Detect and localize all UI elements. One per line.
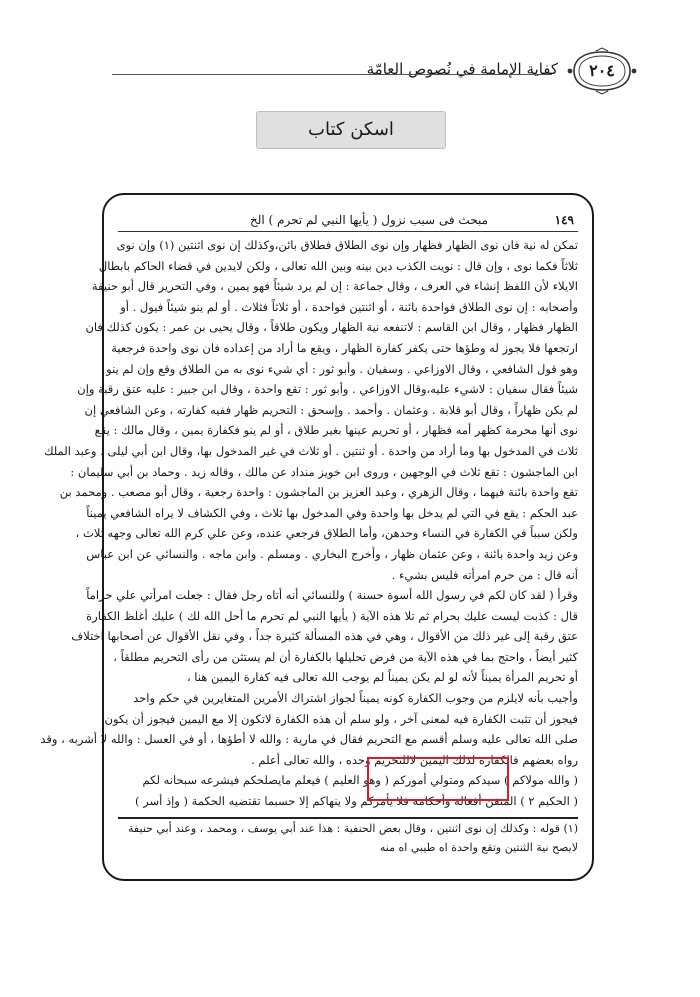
text-line: وأصحابه : إن نوى الطلاق فواحدة بائنة ، أو اثنتين فواحدة ، أو ثلاثاً فثلاث . أو لم ينو شيئاً فيول . أو — [120, 299, 578, 314]
text-line: ابن الماجشون : تقع ثلاث في الوجهين ، وروى ابن خويز منداد عن مالك ، وقاله زيد . وحماد بن أبي سليمان : — [70, 464, 578, 479]
text-line: وهو قول الشافعي ، وقال الاوزاعي . وسفيان . وأبو ثور : أي شيء نوى به من الطلاق وقع وإن لم ينو — [106, 361, 578, 376]
scan-body — [40, 235, 578, 812]
text-line: عتق رقبة إلى غير ذلك من الأقوال ، وهي في هذه المسألة كثيرة جداً ، وفي نقل الأقوال عن أصحابها اختلاف — [71, 629, 578, 644]
page-number-badge — [566, 48, 638, 94]
text-line: أنه قال : من حرم امرأته فليس بشيء . — [391, 567, 578, 582]
text-line: الظهار فظهار ، وقال ابن القاسم : لاتنفعه نية الظهار ويكون طلاقاً ، وقال يحيى بن عمر : يكون كذلك فان — [85, 320, 578, 335]
text-line: شيئاً فقال سفيان : لاشيء عليه،وقال الاوزاعي . وأبو ثور : تقع واحدة ، وقال ابن جبير : عليه عتق رقبة وإن — [77, 382, 578, 397]
scan-page-title: مبحث فى سبب نزول ( يأيها النبي لم تحرم ) الخ — [249, 213, 488, 227]
text-line: تقع واحدة بائنة فيهما ، وقال الزهري ، وعبد العزيز بن الماجشون : واحدة رجعية ، وقال أبو مصعب . ومحمد بن — [59, 485, 578, 500]
text-line: لم يكن ظهاراً ، وقال أبو قلابة . وعثمان . وأحمد . وإسحق : التحريم ظهار ففيه كفارته ، وعن الشافعي إن — [84, 402, 578, 417]
page-number: ٢٠٤ — [589, 61, 615, 80]
scan-page-number: ١٤٩ — [554, 213, 574, 227]
scan-label: اسكن كتاب — [256, 111, 446, 149]
text-line: أو تحريم المرأة يميناً لأنه لو لم يكن يميناً لم يوجب الله تعالى فيه كفارة اليمين هنا ، — [186, 670, 578, 685]
text-line: كثير أيضاً ، واحتج بما في هذه الآية من فرض تحليلها بالكفارة أن لم يستثن من رأى التحريم مطلقاً ، — [113, 649, 578, 664]
text-line: ثلاثاً فكما نوى ، وإن قال : نويت الكذب دين بينه وبين الله تعالى ، ولكن لايدين في قضاء الحاكم بابطال — [98, 258, 578, 273]
text-line: الايلاء لأن اللفظ إنشاء في العرف ، وقال جماعة : إن لم يرد شيئاً فهو يمين ، وفي التحرير قال أبو حنيفة — [91, 279, 578, 294]
header-rule — [112, 74, 552, 75]
highlighted-text-line: ( والله مولاكم ) سيدكم ومتولي أموركم ( وهو العليم ) فيعلم مايصلحكم فيشرعه سبحانه لكم — [142, 773, 578, 788]
text-line: ارتجعها فلا يجوز له وطؤها حتى يكفر كفارة الظهار ، ويقع ما أراد من إعداده فان نوى واحدة فرجعية — [111, 340, 578, 355]
text-line: قال : كذبت ليست عليك بحرام ثم تلا هذه الآية ( يأيها النبي لم تحرم ما أحل الله لك ) عليك أغلظ الكفارة — [86, 608, 578, 623]
highlight-box — [367, 757, 509, 801]
text-line: صلى الله تعالى عليه وسلم أقسم مع التحريم فقال في مارية : والله لا أطؤها ، أو في العسل : والله لا أشربه ، وقد — [40, 732, 578, 747]
text-line: عبد الحكم : يقع في التي لم يدخل بها واحدة وفي المدخول بها ثلاث ، وفي الكشاف لا يراه الشافعي يميناً — [86, 505, 578, 520]
running-title: كفاية الإمامة في نُصوص العامّة — [366, 60, 558, 78]
scanned-page-frame — [40, 193, 594, 881]
text-line: نوى أنها محرمة كظهر أمه فظهار ، أو تحريم عينها بغير طلاق ، أو لم ينو فكفارة يمين ، وقال مالك : يقع — [94, 423, 578, 438]
footnote-line: (١) قوله : وكذلك إن نوى اثنتين ، وقال بعض الحنفية : هذا عند أبي يوسف ، ومحمد ، وعند أبي حنيفة — [128, 821, 578, 835]
text-line: رواه بعضهم فالكفارة لذلك اليمين لاللتحريم وحده ، والله تعالى أعلم . — [251, 752, 578, 767]
text-line: وأجيب بأنه لايلزم من وجوب الكفارة كونه يميناً لجواز اشتراك الأمرين المتغايرين في حكم واحد — [133, 691, 578, 706]
text-line: وقرأ ( لقد كان لكم في رسول الله أسوة حسنة ) وللنسائي أنه أتاه رجل فقال : جعلت امرأتي علي حراماً — [86, 588, 578, 603]
highlighted-text-line: ( الحكيم ٢ ) المتقن أفعاله وأحكامه فلا يأمركم ولا ينهاكم إلا حسبما تقتضيه الحكمة ( وإذ أسر ) — [135, 794, 578, 809]
footnote-line: لايصح نية الثنتين وتقع واحدة اه طيبي اه منه — [379, 840, 578, 854]
text-line: ولكن سبباً في الكفارة في النساء وحدهن، وأما الطلاق فرجعي عنده، وعن علي كرم الله تعالى وجهه ثلاث ، — [75, 526, 578, 541]
text-line: تمكن له نية فان نوى الظهار فظهار وإن نوى الطلاق فطلاق بائن،وكذلك إن نوى اثنتين (١) وإن نوى — [116, 238, 578, 252]
scanned-page — [40, 209, 578, 865]
text-line: وعن زيد واحدة بائنة ، وعن عثمان ظهار ، وأخرج البخاري . ومسلم . وابن ماجه . والنسائي عن ابن عباس — [86, 546, 578, 561]
text-line: فيجوز أن تثبت الكفارة فيه لمعنى آخر ، ولو سلم أن هذه الكفارة لاتكون إلا مع اليمين فيجوز أن يكون — [104, 711, 578, 726]
text-line: ثلاث في المدخول بها وما أراد من واحدة . أو ثنتين . أو ثلاث في غير المدخول بها، وقال ابن أبي ليلى . وعبد الملك — [44, 443, 578, 458]
scan-page-header — [118, 209, 578, 232]
